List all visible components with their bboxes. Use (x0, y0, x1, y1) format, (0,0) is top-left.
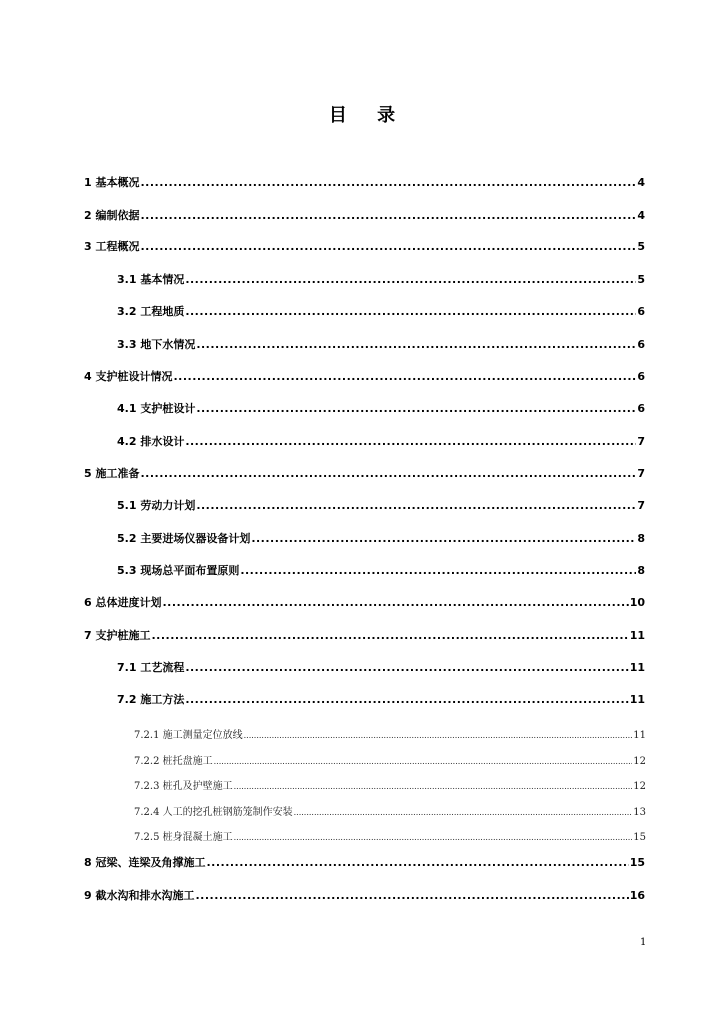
toc-entry-text: 7.2.4 人工的挖孔桩钢筋笼制作安装 (134, 807, 293, 818)
dot-leader (196, 402, 636, 415)
toc-entry-page: 16 (629, 889, 645, 902)
toc-entry-text: 5.3 现场总平面布置原则 (117, 564, 240, 577)
toc-entry[interactable] (84, 207, 645, 223)
toc-entry[interactable] (117, 271, 645, 287)
toc-entry[interactable] (84, 238, 645, 254)
toc-entry[interactable] (134, 803, 646, 818)
toc-entry[interactable] (134, 777, 646, 792)
toc-entry-page: 11 (629, 661, 645, 674)
dot-leader (196, 338, 636, 351)
toc-entry-page: 6 (637, 338, 645, 351)
toc-entry-text: 3.3 地下水情况 (117, 338, 196, 351)
toc-entry[interactable] (117, 336, 645, 352)
toc-entry-page: 4 (637, 209, 645, 222)
dot-leader (185, 435, 636, 448)
dot-leader (140, 467, 636, 480)
toc-entry-page: 7 (637, 435, 645, 448)
toc-entry[interactable] (117, 497, 645, 513)
toc-entry-text: 7.2.3 桩孔及护壁施工 (134, 781, 233, 792)
toc-entry[interactable] (134, 752, 646, 767)
toc-entry-text: 5.2 主要进场仪器设备计划 (117, 532, 251, 545)
toc-entry-page: 11 (629, 629, 645, 642)
toc-entry[interactable] (117, 562, 645, 578)
toc-entry-text: 5 施工准备 (84, 467, 140, 480)
dot-leader (294, 807, 633, 818)
dot-leader (234, 832, 633, 843)
dot-leader (244, 730, 633, 741)
toc-entry-page: 12 (633, 756, 646, 767)
toc-entry-text: 3 工程概况 (84, 240, 140, 253)
toc-entry[interactable] (84, 887, 645, 903)
toc-entry-page: 7 (637, 467, 645, 480)
toc-entry[interactable] (84, 174, 645, 190)
toc-entry-page: 13 (633, 807, 646, 818)
toc-entry-text: 7.2 施工方法 (117, 693, 185, 706)
toc-entry-text: 7.2.2 桩托盘施工 (134, 756, 213, 767)
toc-entry-text: 7.2.1 施工测量定位放线 (134, 730, 243, 741)
toc-entry-page: 15 (629, 856, 645, 869)
toc-entry-page: 8 (637, 532, 645, 545)
toc-entry-page: 11 (633, 730, 646, 741)
toc-entry-page: 10 (629, 596, 645, 609)
dot-leader (140, 240, 636, 253)
toc-entry-page: 7 (637, 499, 645, 512)
dot-leader (185, 273, 636, 286)
dot-leader (185, 305, 636, 318)
toc-entry-page: 8 (637, 564, 645, 577)
toc-entry-text: 6 总体进度计划 (84, 596, 162, 609)
toc-entry-page: 15 (633, 832, 646, 843)
toc-entry-text: 7.1 工艺流程 (117, 661, 185, 674)
toc-entry[interactable] (117, 400, 645, 416)
toc-entry[interactable] (84, 854, 645, 870)
toc-entry-text: 4 支护桩设计情况 (84, 370, 173, 383)
toc-entry-text: 1 基本概况 (84, 176, 140, 189)
dot-leader (214, 756, 633, 767)
toc-entry-text: 3.2 工程地质 (117, 305, 185, 318)
dot-leader (196, 499, 636, 512)
toc-entry[interactable] (117, 433, 645, 449)
dot-leader (173, 370, 636, 383)
toc-entry-page: 6 (637, 402, 645, 415)
dot-leader (195, 889, 628, 902)
toc-entry-page: 11 (629, 693, 645, 706)
toc-entry[interactable] (84, 465, 645, 481)
dot-leader (240, 564, 636, 577)
toc-entry-text: 2 编制依据 (84, 209, 140, 222)
toc-entry-page: 6 (637, 370, 645, 383)
toc-entry-text: 5.1 劳动力计划 (117, 499, 196, 512)
toc-entry-text: 3.1 基本情况 (117, 273, 185, 286)
dot-leader (140, 176, 636, 189)
toc-entry[interactable] (134, 828, 646, 843)
toc-entry-page: 12 (633, 781, 646, 792)
dot-leader (151, 629, 628, 642)
dot-leader (251, 532, 636, 545)
page-number: 1 (640, 937, 647, 948)
toc-entry-page: 6 (637, 305, 645, 318)
dot-leader (162, 596, 628, 609)
toc-entry[interactable] (84, 368, 645, 384)
dot-leader (185, 693, 628, 706)
toc-entry-text: 8 冠梁、连梁及角撑施工 (84, 856, 206, 869)
toc-entry-text: 9 截水沟和排水沟施工 (84, 889, 195, 902)
toc-entry-page: 5 (637, 273, 645, 286)
dot-leader (140, 209, 636, 222)
dot-leader (206, 856, 628, 869)
toc-entry-page: 5 (637, 240, 645, 253)
toc-entry[interactable] (134, 726, 646, 741)
toc-entry-text: 7 支护桩施工 (84, 629, 151, 642)
toc-entry[interactable] (117, 691, 645, 707)
toc-entry-text: 4.2 排水设计 (117, 435, 185, 448)
toc-entry-page: 4 (637, 176, 645, 189)
toc-entry[interactable] (84, 627, 645, 643)
toc-entry[interactable] (117, 530, 645, 546)
toc-entry[interactable] (84, 594, 645, 610)
toc-entry-text: 4.1 支护桩设计 (117, 402, 196, 415)
toc-entry[interactable] (117, 659, 645, 675)
dot-leader (185, 661, 628, 674)
toc-entry[interactable] (117, 303, 645, 319)
dot-leader (234, 781, 633, 792)
page-title: 目 录 (328, 105, 408, 126)
toc-entry-text: 7.2.5 桩身混凝土施工 (134, 832, 233, 843)
